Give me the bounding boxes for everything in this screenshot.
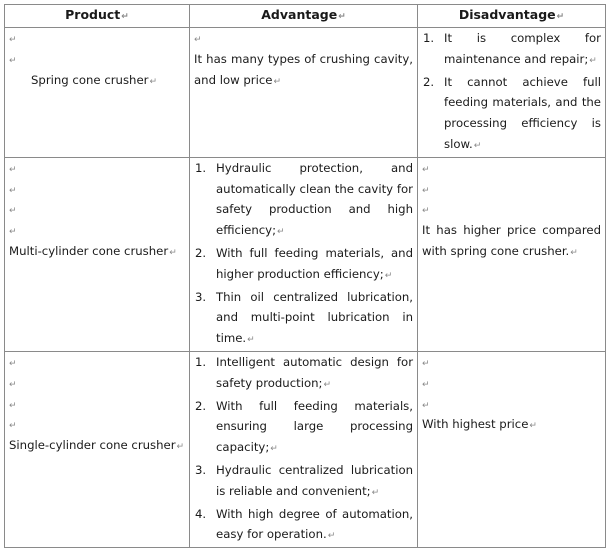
- comparison-table: [4, 4, 606, 548]
- list-item: 2. It cannot achieve full feeding materials, and the processing efficiency is slow.↵: [423, 74, 601, 151]
- header-product: Product↵: [5, 5, 190, 28]
- disadvantage-cell: ↵ ↵ ↵ With highest price↵: [418, 351, 606, 547]
- list-item: 1. Intelligent automatic design for safety production;↵: [195, 354, 413, 390]
- disadvantage-cell: [418, 28, 606, 158]
- header-advantage: Advantage↵: [190, 5, 418, 28]
- disadvantage-cell: ↵ ↵ ↵ It has higher price compared with spring cone crusher.↵: [418, 157, 606, 351]
- table-row: [5, 28, 606, 158]
- header-row: [5, 5, 606, 28]
- list-item: 1. Hydraulic protection, and automatically clean the cavity for safety production and high efficiency;↵: [195, 160, 413, 238]
- advantage-cell: ↵ It has many types of crushing cavity, and low price↵: [190, 28, 418, 158]
- header-disadvantage: Disadvantage↵: [418, 5, 606, 28]
- list-item: 3. Hydraulic centralized lubrication is reliable and convenient;↵: [195, 462, 413, 498]
- product-name: Single-cylinder cone crusher: [9, 438, 176, 453]
- product-cell: ↵ ↵ ↵ ↵ Single-cylinder cone crusher↵: [5, 351, 190, 547]
- product-name: Multi-cylinder cone crusher: [9, 243, 169, 258]
- product-cell: ↵ ↵ ↵ ↵ Multi-cylinder cone crusher↵: [5, 157, 190, 351]
- list-item: 2. With full feeding materials, ensuring large processing capacity;↵: [195, 398, 413, 455]
- advantage-list: [194, 158, 413, 351]
- list-item: 3. Thin oil centralized lubrication, and multi-point lubrication in time.↵: [195, 289, 413, 346]
- advantage-text: It has many types of crushing cavity, and low price: [194, 51, 413, 87]
- product-cell: ↵ ↵ Spring cone crusher↵: [5, 28, 190, 158]
- advantage-cell: [190, 351, 418, 547]
- table-row: [5, 157, 606, 351]
- advantage-cell: [190, 157, 418, 351]
- list-item: 1. It is complex for maintenance and repair;↵: [423, 31, 601, 66]
- list-item: 2. With full feeding materials, and higher production efficiency;↵: [195, 245, 413, 281]
- advantage-list: [194, 352, 413, 547]
- product-name: Spring cone crusher: [31, 72, 149, 87]
- disadvantage-text: It has higher price compared with spring cone crusher.: [422, 223, 601, 258]
- disadvantage-text: With highest price: [422, 417, 529, 432]
- disadvantage-list: [422, 28, 601, 157]
- table-row: [5, 351, 606, 547]
- list-item: 4. With high degree of automation, easy for operation.↵: [195, 506, 413, 542]
